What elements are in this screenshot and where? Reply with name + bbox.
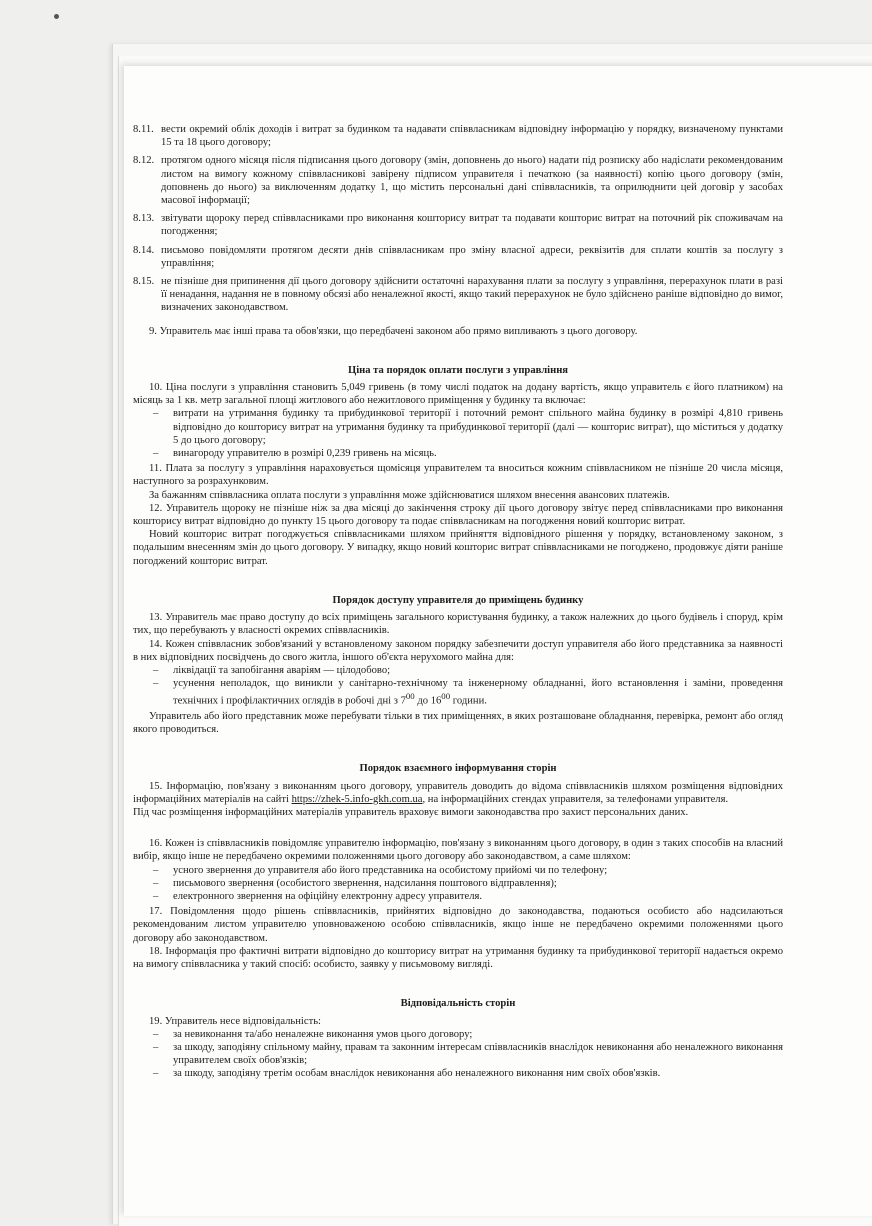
spacer [133,819,783,827]
paragraph-16: 16. Кожен із співвласників повідомляє управителю інформацію, пов'язану з виконанням цього договору, в один з таких способів на власний вибір, якщо інше не передбачено окремими положеннями цього договору або законодавством, а саме шляхом: [133,838,783,863]
list-10 [133,407,783,460]
clause-8-15: 8.15. не пізніше дня припинення дії цього договору здійснити остаточні нарахування плати за послугу з управління, перерахунок плати в разі її ненадання, надання не в повному обсязі або неналежної якості, якщо такий перерахунок не було здійснено раніше відповідно до вимог, визначених законодавством. [133,276,783,314]
heading-info: Порядок взаємного інформування сторін [359,763,557,775]
clause-8-12: 8.12. протягом одного місяця після підписання цього договору (змін, доповнень до нього) надати під розписку або надіслати рекомендованим листом на вимогу кожному співвласникові завірену підписом управителя і печаткою (за наявності) копію цього договору (змін, доповнень до нього) за виключенням додатку 1, що містить персональні дані співвласників, та оприлюднити цей договір у засобах масової інформації; [133,155,783,207]
clause-8-14: 8.14. письмово повідомляти протягом десяти днів співвласникам про зміну власної адреси, реквізитів для сплати коштів за послугу з управління; [133,244,783,269]
list-item: – ліквідації та запобігання аваріям — цілодобово; [153,664,391,676]
paragraph-14b: Управитель або його представник може перебувати тільки в тих приміщеннях, в яких розташоване обладнання, перевірка, ремонт або огляд якого проводиться. [133,711,783,736]
list-item: – винагороду управителю в розмірі 0,239 гривень на місяць. [153,448,437,460]
list-item: – усного звернення до управителя або його представника на особистому прийомі чи по телефону; [153,864,608,876]
website-link[interactable]: https://zhek-5.info-gkh.com.ua [291,793,423,805]
paragraph-15b: Під час розміщення інформаційних матеріалів управитель враховує вимоги законодавства про захист персональних даних. [133,807,689,819]
clause-8-13: 8.13. звітувати щороку перед співвласниками про виконання кошторису витрат та подавати кошторис витрат на поточний рік споживачам на погодження; [133,213,783,238]
paragraph-10: 10. Ціна послуги з управління становить 5,049 гривень (в тому числі податок на додану вартість, якщо управитель є його платником) на місяць за 1 кв. метр загальної площі житлового або нежитлового приміщення у будинку та включає: [133,382,783,407]
list-item: – витрати на утримання будинку та прибудинкової території і поточний ремонт спільного майна будинку в розмірі 4,810 гривень відповідно до кошторису витрат на утримання будинку та прибудинкової території (далі — кошторис витрат), що міститься у додатку 5 до цього договору; [153,408,783,446]
paragraph-19: 19. Управитель несе відповідальність: [149,1015,321,1027]
scan-speck [54,14,59,19]
list-item: – електронного звернення на офіційну електронну адресу управителя. [153,891,483,903]
paragraph-18: 18. Інформація про фактичні витрати відповідно до кошторису витрат на утримання будинку та прибудинкової території надається окремо на вимогу співвласника у такий спосіб: особисто, заявку у письмовому вигляді. [133,945,783,971]
list-item: – за шкоду, заподіяну спільному майну, правам та законним інтересам співвласників внаслідок невиконання або неналежного виконання управителем своїх обов'язків; [153,1041,783,1067]
paragraph-17: 17. Повідомлення щодо рішень співвласників, прийнятих відповідно до законодавства, подаються особисто або надсилаються рекомендованим листом управителю уповноваженою особою співвласників, якщо інше не передбачено окремими положеннями цього договору або законодавством. [133,906,783,944]
list-item: – за шкоду, заподіяну третім особам внаслідок невиконання або неналежного виконання ним своїх обов'язків. [153,1068,661,1080]
clause-8-11: 8.11. вести окремий облік доходів і витрат за будинком та надавати співвласникам відповідну інформацію у порядку, визначеному пунктами 15 та 18 цього договору; [133,124,783,149]
document-content [133,123,783,1083]
list-14 [133,664,783,708]
list-16 [133,864,783,904]
list-item: – за невиконання та/або неналежне виконання умов цього договору; [153,1028,473,1040]
list-item: – усунення неполадок, що виникли у санітарно-технічному та інженерному обладнанні, його встановлення і заміни, проведення технічних і профілактичних оглядів в робочі дні з $7^{00}$ до $16^{00}$ години. [153,678,783,707]
paragraph-12: 12. Управитель щороку не пізніше ніж за два місяці до закінчення строку дії цього договору звітує перед співвласниками про виконання кошторису витрат відповідно до пункту 15 цього договору та подає співвласникам на погодження новий кошторис витрат. [133,502,783,528]
list-19 [133,1028,783,1081]
paragraph-11: 11. Плата за послугу з управління нараховується щомісяця управителем та вноситься кожним співвласником не пізніше 20 числа місяця, наступного за розрахунковим. [133,463,783,488]
heading-price: Ціна та порядок оплати послуги з управління [347,364,569,376]
heading-access: Порядок доступу управителя до приміщень будинку [332,594,584,606]
paragraph-15: 15. Інформацію, пов'язану з виконанням цього договору, управитель доводить до відома співвласників шляхом розміщення відповідних інформаційних матеріалів на сайті https://zhek-5.info-gkh.com.ua, на інформаційних стендах управителя, за телефонами управителя. [133,780,783,805]
heading-responsibility: Відповідальність сторін [400,998,516,1010]
list-item: – письмового звернення (особистого звернення, надсилання поштового відправлення); [153,877,557,889]
paragraph-9: 9. Управитель має інші права та обов'язки, що передбачені законом або прямо випливають з цього договору. [149,325,638,337]
paragraph-13: 13. Управитель має право доступу до всіх приміщень загального користування будинку, а також належних до цього будівель і споруд, крім тих, що перебувають у власності окремих співвласників. [133,612,783,637]
paragraph-12b: Новий кошторис витрат погоджується співвласниками шляхом прийняття відповідного рішення у порядку, встановленому законом, з подальшим внесенням змін до цього договору. У випадку, якщо новий кошторис витрат співвласниками не погоджено, продовжує діяти раніше погоджений кошторис витрат. [133,529,783,567]
paragraph-11b: За бажанням співвласника оплата послуги з управління може здійснюватися шляхом внесення авансових платежів. [149,489,670,501]
paragraph-14: 14. Кожен співвласник зобов'язаний у встановленому законом порядку забезпечити доступ управителя або його представника за наявності в них відповідних посвідчень до свого житла, іншого об'єкта нерухомого майна для: [133,638,783,663]
